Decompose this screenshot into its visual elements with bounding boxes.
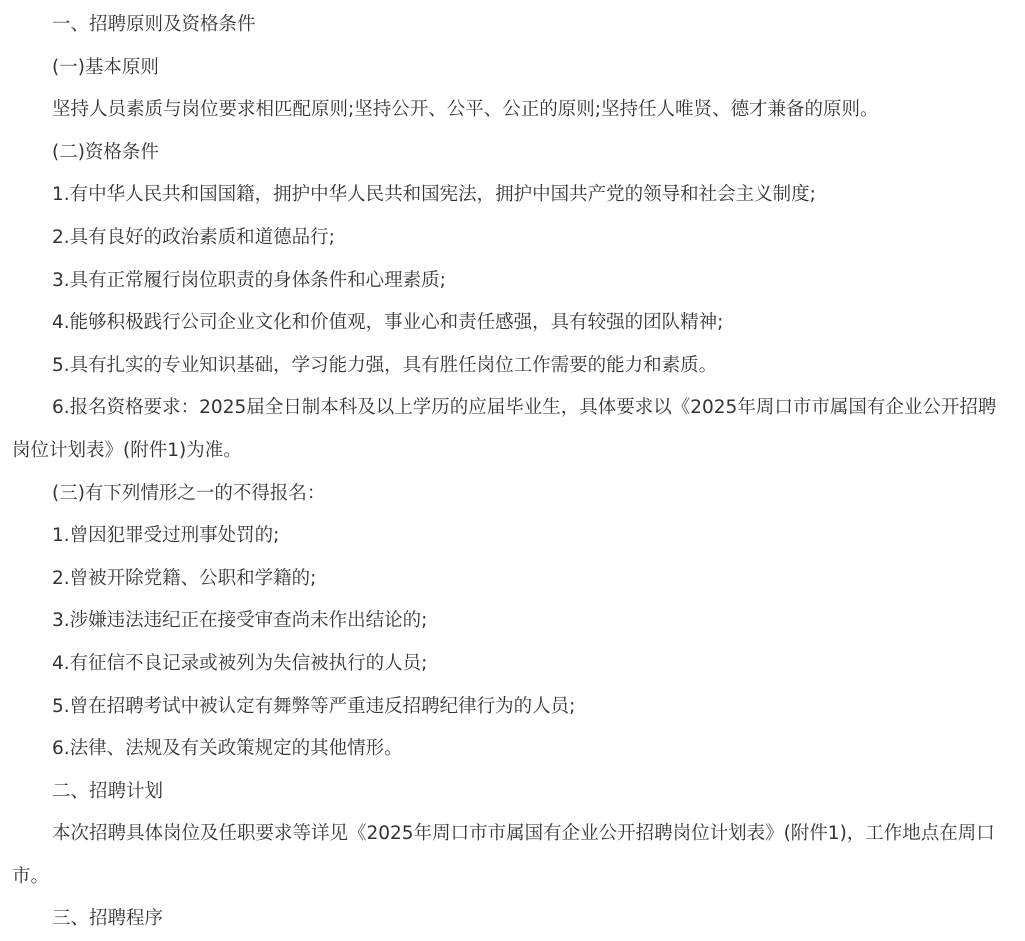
list-item: 3.涉嫌违法违纪正在接受审查尚未作出结论的;: [52, 610, 428, 632]
list-item: 6.报名资格要求：2025届全日制本科及以上学历的应届毕业生，具体要求以《2025年周口市市属国有企业公开招聘岗位计划表》(附件1)为准。: [12, 397, 997, 461]
list-item: 3.具有正常履行岗位职责的身体条件和心理素质;: [52, 269, 446, 291]
paragraph: 坚持人员素质与岗位要求相匹配原则;坚持公开、公平、公正的原则;坚持任人唯贤、德才兼备的原则。: [52, 99, 879, 121]
section-heading: 一、招聘原则及资格条件: [52, 14, 256, 35]
list-item: 6.法律、法规及有关政策规定的其他情形。: [52, 738, 403, 760]
section-heading: 三、招聘程序: [52, 908, 164, 930]
list-item: 1.有中华人民共和国国籍，拥护中华人民共和国宪法，拥护中国共产党的领导和社会主义制度;: [52, 184, 816, 206]
paragraph: 本次招聘具体岗位及任职要求等详见《2025年周口市市属国有企业公开招聘岗位计划表》(附件1)，工作地点在周口市。: [12, 823, 995, 887]
subsection-heading: (一)基本原则: [52, 56, 159, 78]
article-body: [12, 4, 1012, 930]
list-item: 5.曾在招聘考试中被认定有舞弊等严重违反招聘纪律行为的人员;: [52, 695, 576, 717]
section-heading: 二、招聘计划: [52, 780, 164, 802]
list-item: 2.具有良好的政治素质和道德品行;: [52, 226, 335, 248]
list-item: 4.有征信不良记录或被列为失信被执行的人员;: [52, 652, 428, 674]
list-item: 2.曾被开除党籍、公职和学籍的;: [52, 567, 317, 589]
list-item: 5.具有扎实的专业知识基础，学习能力强，具有胜任岗位工作需要的能力和素质。: [52, 354, 718, 376]
subsection-heading: (二)资格条件: [52, 141, 159, 163]
subsection-heading: (三)有下列情形之一的不得报名：: [52, 482, 326, 504]
list-item: 4.能够积极践行公司企业文化和价值观，事业心和责任感强，具有较强的团队精神;: [52, 312, 724, 334]
list-item: 1.曾因犯罪受过刑事处罚的;: [52, 525, 280, 547]
